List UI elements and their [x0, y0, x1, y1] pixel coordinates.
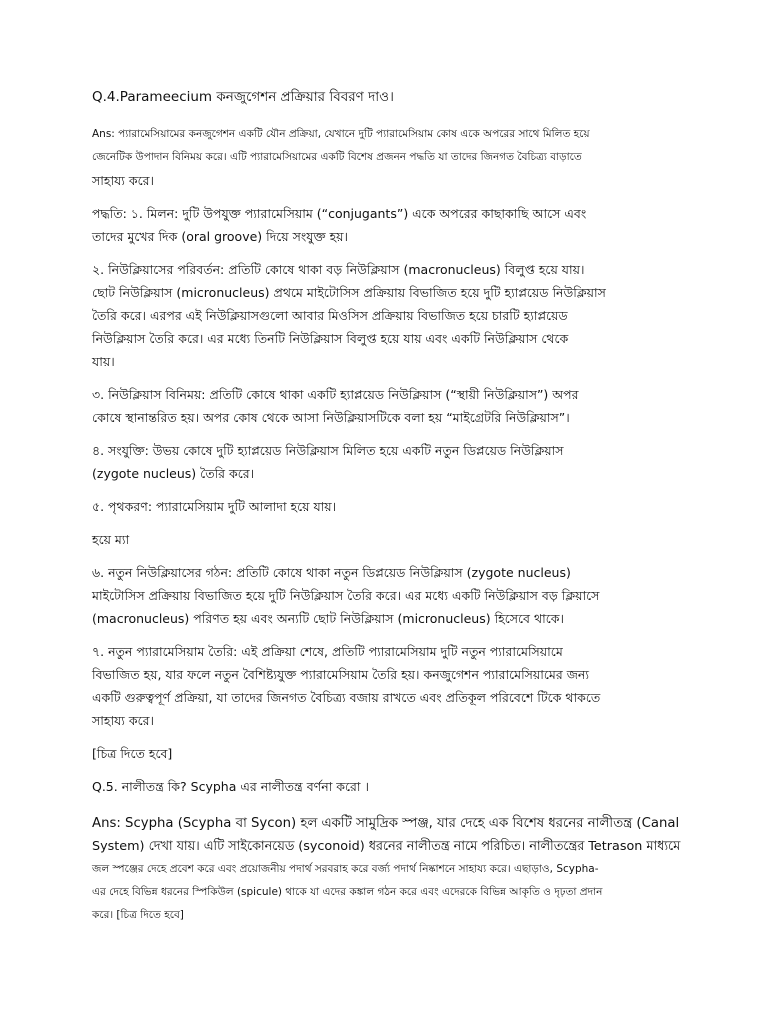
q4-step-2 [92, 258, 684, 373]
text-line: Ans: Scypha (Scypha বা Sycon) হল একটি সামুদ্রিক স্পঞ্জ, যার দেহে এক বিশেষ ধরনের নালীতন্ত্র (Canal [92, 816, 680, 831]
text-line: পদ্ধতি: ১. মিলন: দুটি উপযুক্ত প্যারামেসিয়াম (“conjugants”) একে অপরের কাছাকাছি আসে এবং [92, 206, 587, 221]
q5-title: Q.5. নালীতন্ত্র কি? Scypha এর নালীতন্ত্র বর্ণনা করো । [92, 779, 369, 794]
text-line: ৩. নিউক্লিয়াস বিনিময়: প্রতিটি কোষে থাকা একটি হ্যাপ্লয়েড নিউক্লিয়াস (“স্থায়ী নিউক্লিয়াস”) অপর [92, 387, 579, 402]
text-line: ৭. নতুন প্যারামেসিয়াম তৈরি: এই প্রক্রিয়া শেষে, প্রতিটি প্যারামেসিয়াম দুটি নতুন প্যারামেসিয়ামে [92, 644, 563, 659]
text-line: (zygote nucleus) তৈরি করে। [92, 466, 255, 481]
q4-step-5: ৫. পৃথকরণ: প্যারামেসিয়াম দুটি আলাদা হয়ে যায়। [92, 499, 337, 514]
text-line: করে। [চিত্র দিতে হবে] [92, 909, 184, 921]
text-line: কোষে স্থানান্তরিত হয়। অপর কোষ থেকে আসা নিউক্লিয়াসটিকে বলা হয় “মাইগ্রেটরি নিউক্লিয়াস”। [92, 410, 570, 425]
text-line: বিভাজিত হয়, যার ফলে নতুন বৈশিষ্ট্যযুক্ত প্যারামেসিয়াম তৈরি হয়। কনজুগেশন প্যারামেসিয়ামের জন্য [92, 667, 589, 682]
text-line: ২. নিউক্লিয়াসের পরিবর্তন: প্রতিটি কোষে থাকা বড় নিউক্লিয়াস (macronucleus) বিলুপ্ত হয়ে যায়। [92, 262, 585, 277]
q5-answer [92, 812, 684, 927]
q4-step-1 [92, 202, 684, 248]
q4-title: Q.4.Parameecium কনজুগেশন প্রক্রিয়ার বিবরণ দাও। [92, 89, 394, 105]
text-line: (macronucleus) পরিণত হয় এবং অন্যটি ছোট নিউক্লিয়াস (micronucleus) হিসেবে থাকে। [92, 611, 564, 626]
text-line: তৈরি করে। এরপর এই নিউক্লিয়াসগুলো আবার মিওসিস প্রক্রিয়ায় বিভাজিত হয়ে চারটি হ্যাপ্লয়েড [92, 308, 568, 323]
q4-step-4 [92, 439, 684, 485]
q4-step-3 [92, 383, 684, 429]
text-line: ৪. সংযুক্তি: উভয় কোষে দুটি হ্যাপ্লয়েড নিউক্লিয়াস মিলিত হয়ে একটি নতুন ডিপ্লয়েড নিউক্লিয়াস [92, 443, 564, 458]
text-line: Ans: প্যারামেসিয়ামের কনজুগেশন একটি যৌন প্রক্রিয়া, যেখানে দুটি প্যারামেসিয়াম কোষ একে অপরের সাথে মিলিত হয়ে [92, 128, 590, 140]
text-line: তাদের মুখের দিক (oral groove) দিয়ে সংযুক্ত হয়। [92, 229, 348, 244]
text-line: ৬. নতুন নিউক্লিয়াসের গঠন: প্রতিটি কোষে থাকা নতুন ডিপ্লয়েড নিউক্লিয়াস (zygote nucleus) [92, 565, 571, 580]
text-line: যায়। [92, 354, 115, 369]
text-line: সাহায্য করে। [92, 713, 154, 728]
q4-step-7 [92, 640, 684, 732]
text-line: জেনেটিক উপাদান বিনিময় করে। এটি প্যারামেসিয়ামের একটি বিশেষ প্রজনন পদ্ধতি যা তাদের জিনগত বৈচিত্র্য বাড়াতে [92, 151, 582, 163]
text-line: সাহায্য করে। [92, 173, 154, 188]
stray-text: হয়ে ম্যা [92, 532, 130, 547]
text-line: একটি গুরুত্বপূর্ণ প্রক্রিয়া, যা তাদের জিনগত বৈচিত্র্য বজায় রাখতে এবং প্রতিকূল পরিবেশে টিকে থাকতে [92, 690, 601, 705]
text-line: এর দেহে বিভিন্ন ধরনের স্পিকিউল (spicule) থাকে যা এদের কঙ্কাল গঠন করে এবং এদেরকে বিভিন্ন আকৃতি ও দৃঢ়তা প্রদান [92, 886, 603, 898]
text-line: জল স্পঞ্জের দেহে প্রবেশ করে এবং প্রয়োজনীয় পদার্থ সরবরাহ করে বর্জ্য পদার্থ নিষ্কাশনে সাহায্য করে। এছাড়াও, Scypha- [92, 863, 599, 875]
figure-note: [চিত্র দিতে হবে] [92, 746, 173, 761]
document-page [92, 86, 684, 937]
text-line: নিউক্লিয়াস তৈরি করে। এর মধ্যে তিনটি নিউক্লিয়াস বিলুপ্ত হয়ে যায় এবং একটি নিউক্লিয়াস থেকে [92, 331, 569, 346]
text-line: System) দেখা যায়। এটি সাইকোনয়েড (syconoid) ধরনের নালীতন্ত্র নামে পরিচিত। নালীতন্ত্রের Tetrason মাধ্যমে [92, 839, 681, 854]
q4-answer-intro [92, 123, 684, 192]
q4-step-6 [92, 561, 684, 630]
text-line: মাইটোসিস প্রক্রিয়ায় বিভাজিত হয়ে দুটি নিউক্লিয়াস তৈরি করে। এর মধ্যে একটি নিউক্লিয়াস বড় ক্লিয়াসে [92, 588, 600, 603]
text-line: ছোট নিউক্লিয়াস (micronucleus) প্রথমে মাইটোসিস প্রক্রিয়ায় বিভাজিত হয়ে দুটি হ্যাপ্লয়েড নিউক্লিয়াস [92, 285, 606, 300]
